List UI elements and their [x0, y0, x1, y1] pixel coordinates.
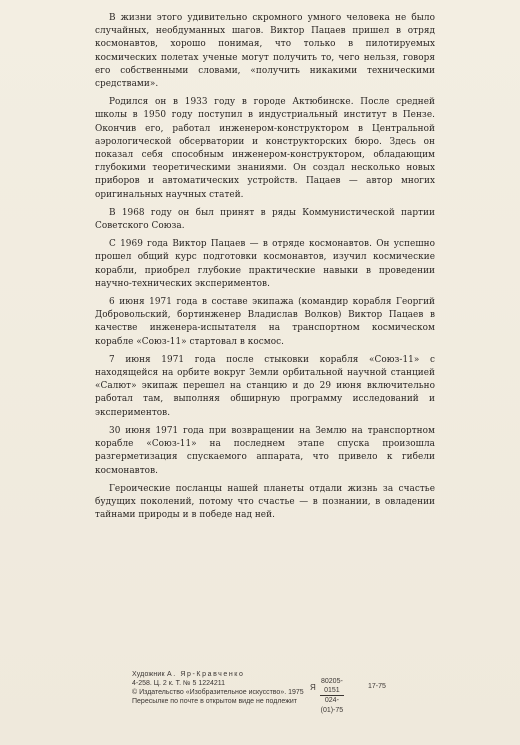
- paragraph-5: 6 июня 1971 года в составе экипажа (командир корабля Георгий Добровольский, бортинженер Владислав Волков) Виктор Пацаев в качестве инженера-испытателя на транспортном космическом корабле «Союз-11» стартовал в космос.: [95, 297, 435, 347]
- paragraph-2: Родился он в 1933 году в городе Актюбинске. После средней школы в 1950 году поступил в индустриальный институт в Пензе. Окончив его, работал инженером-конструктором в Центральной аэрологической обсерватории и конструкторских бюро. Здесь он показал себя способным инженером-конструктором, обладающим глубокими теоретическими знаниями. Он создал несколько новых приборов и автоматических устройств. Пацаев — автор многих оригинальных научных статей.: [95, 97, 435, 200]
- catalog-fraction: [320, 677, 344, 716]
- copyright-line: © Издательство «Изобразительное искусство». 1975: [132, 689, 304, 696]
- artist-name: А. Яр-Кравченко: [166, 671, 245, 678]
- artist-label: Художник: [132, 671, 165, 678]
- paragraph-8: Героические посланцы нашей планеты отдали жизнь за счастье будущих поколений, потому что счастье — в познании, в овладении тайнами природы и в победе над ней.: [95, 483, 435, 521]
- catalog-numerator: 80205-0151: [321, 678, 343, 694]
- catalog-suffix: 17-75: [368, 683, 386, 690]
- paragraph-7: 30 июня 1971 года при возвращении на Землю на транспортном корабле «Союз-11» на последнем этапе спуска произошла разгерметизация спускаемого аппарата, что привело к гибели космонавтов.: [95, 425, 435, 476]
- catalog-letter: Я: [310, 683, 316, 692]
- paragraph-4: С 1969 года Виктор Пацаев — в отряде космонавтов. Он успешно прошел общий курс подготовки космонавтов, изучил космические корабли, приобрел глубокие практические навыки в проведении научно-технических экспериментов.: [95, 239, 435, 289]
- mail-note: Пересылке по почте в открытом виде не подлежит: [132, 698, 298, 705]
- catalog-denominator: 024-(01)-75: [320, 697, 344, 714]
- artist-credit: [132, 670, 432, 679]
- paragraph-6: 7 июня 1971 года после стыковки корабля «Союз-11» с находящейся на орбите вокруг Земли орбитальной научной станцией «Салют» экипаж перешел на станцию и до 29 июня включительно работал там, выполняя обширную программу исследований и экспериментов.: [95, 354, 435, 418]
- paragraph-3: В 1968 году он был принят в ряды Коммунистической партии Советского Союза.: [95, 207, 435, 232]
- print-info: 4-258. Ц. 2 к. Т. № 5 1224211: [132, 680, 226, 687]
- publication-footer: [132, 670, 432, 706]
- paragraph-1: В жизни этого удивительно скромного умного человека не было случайных, необдуманных шагов. Виктор Пацаев пришел в отряд космонавтов, хорошо понимая, что только в пилотируемых космических полетах ученые могут получить то, чего нельзя, говоря его собственными словами, «получить никакими техническими средствами».: [95, 13, 435, 90]
- biography-text: [95, 12, 435, 527]
